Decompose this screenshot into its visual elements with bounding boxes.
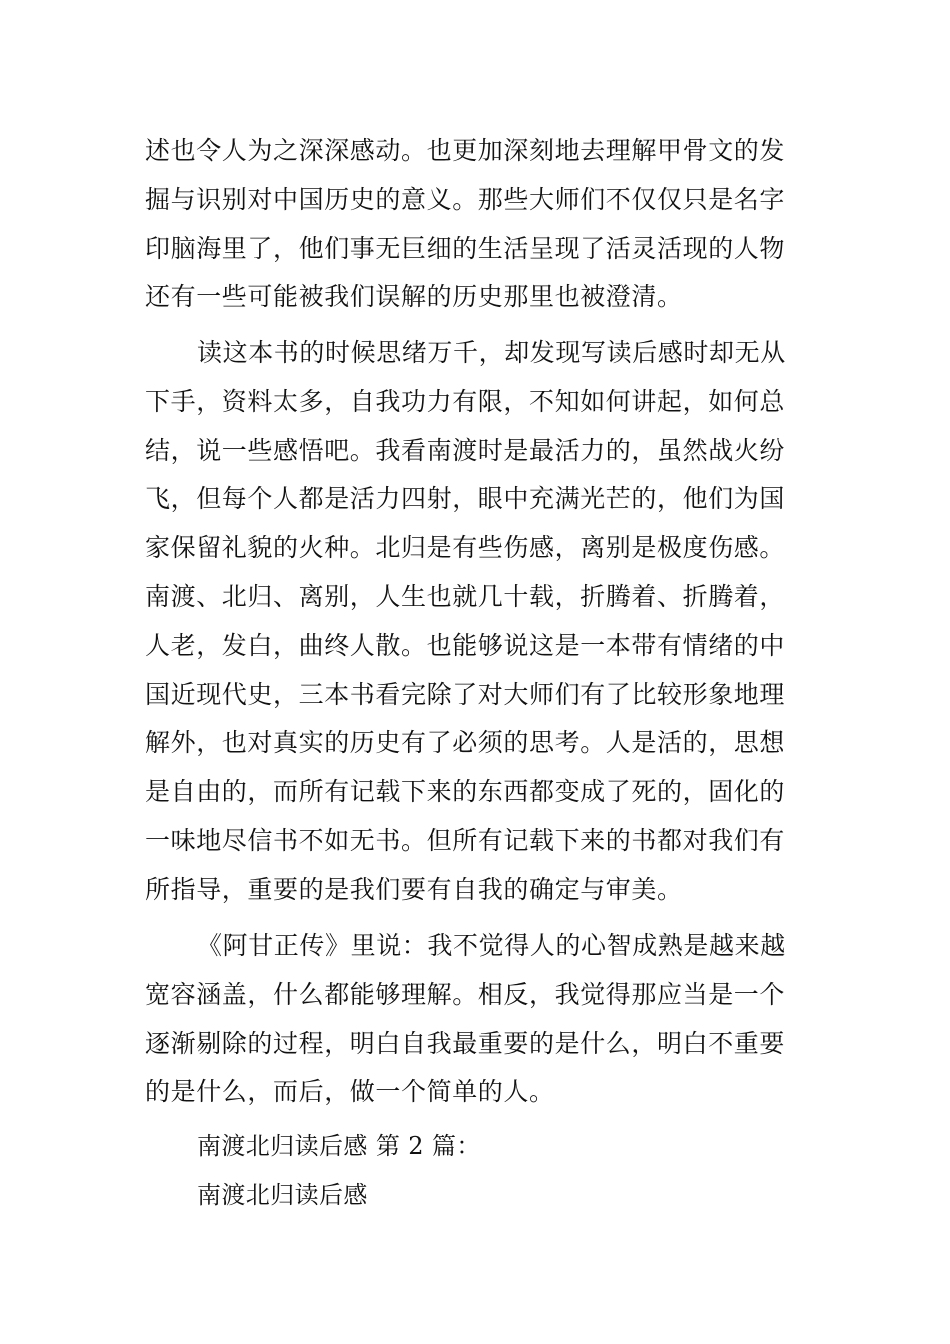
paragraph-line: 读这本书的时候思绪万千，却发现写读后感时却无从 — [197, 338, 786, 367]
paragraph-line: 宽容涵盖，什么都能够理解。相反，我觉得那应当是一个 — [145, 979, 786, 1009]
paragraph-2 — [145, 329, 809, 915]
paragraph-line: 《阿甘正传》里说：我不觉得人的心智成熟是越来越 — [197, 931, 786, 960]
section-heading: 南渡北归读后感 第 2 篇： — [197, 1132, 481, 1160]
paragraph-line: 是自由的，而所有记载下来的东西都变成了死的，固化的 — [145, 777, 786, 807]
paragraph-3 — [145, 922, 809, 1117]
paragraph-line: 家保留礼貌的火种。北归是有些伤感，离别是极度伤感。 — [145, 533, 786, 563]
paragraph-line: 南渡、北归、离别，人生也就几十载，折腾着、折腾着， — [145, 581, 786, 611]
paragraph-line: 的是什么，而后，做一个简单的人。 — [145, 1077, 555, 1107]
paragraph-line: 所指导，重要的是我们要有自我的确定与审美。 — [145, 874, 683, 904]
paragraph-line: 述也令人为之深深感动。也更加深刻地去理解甲骨文的发 — [145, 136, 786, 165]
paragraph-line: 印脑海里了，他们事无巨细的生活呈现了活灵活现的人物 — [145, 233, 786, 263]
article-title: 南渡北归读后感 — [197, 1181, 368, 1209]
paragraph-line: 一味地尽信书不如无书。但所有记载下来的书都对我们有 — [145, 825, 786, 855]
paragraph-line: 国近现代史，三本书看完除了对大师们有了比较形象地理 — [145, 679, 786, 709]
paragraph-line: 掘与识别对中国历史的意义。那些大师们不仅仅只是名字 — [145, 184, 786, 214]
paragraph-1 — [145, 127, 809, 322]
paragraph-line: 逐渐剔除的过程，明白自我最重要的是什么，明白不重要 — [145, 1028, 786, 1058]
paragraph-line: 解外，也对真实的历史有了必须的思考。人是活的，思想 — [145, 728, 786, 758]
paragraph-line: 结，说一些感悟吧。我看南渡时是最活力的，虽然战火纷 — [145, 435, 786, 465]
paragraph-line: 还有一些可能被我们误解的历史那里也被澄清。 — [145, 282, 683, 312]
paragraph-line: 飞，但每个人都是活力四射，眼中充满光芒的，他们为国 — [145, 484, 786, 514]
paragraph-line: 人老，发白，曲终人散。也能够说这是一本带有情绪的中 — [145, 630, 786, 660]
paragraph-line: 下手，资料太多，自我功力有限，不知如何讲起，如何总 — [145, 386, 786, 416]
